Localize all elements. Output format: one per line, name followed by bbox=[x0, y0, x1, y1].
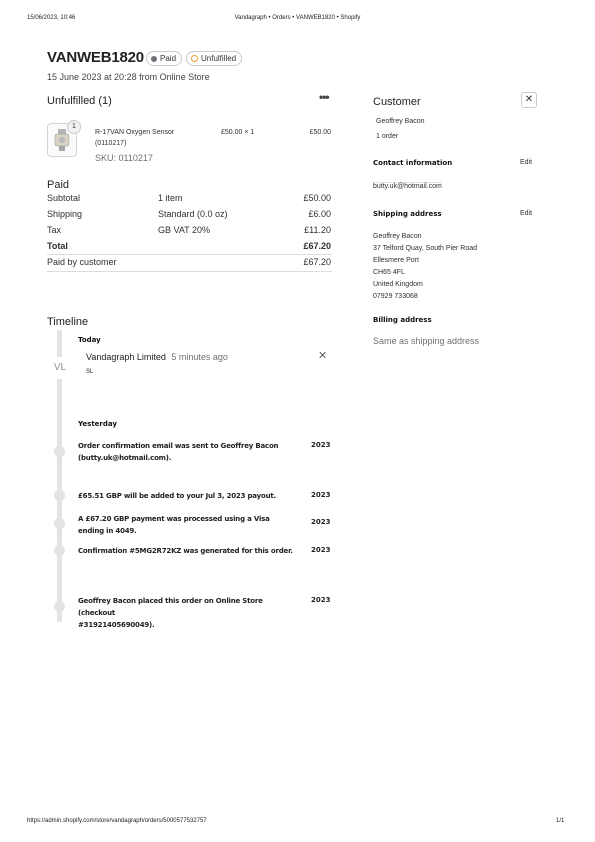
paid-by-amount: £67.20 bbox=[303, 257, 331, 267]
event-text-line1: Geoffrey Bacon placed this order on Online Store (checkout bbox=[78, 597, 263, 617]
close-icon[interactable]: ✕ bbox=[318, 350, 328, 362]
order-date: 15 June 2023 at 20:28 from Online Store bbox=[47, 72, 210, 82]
tax-detail: GB VAT 20% bbox=[158, 225, 211, 235]
event-text-line2: (butty.uk@hotmail.com). bbox=[78, 454, 172, 462]
status-dot-icon bbox=[151, 56, 157, 62]
tax-label: Tax bbox=[47, 225, 62, 235]
total-divider bbox=[47, 254, 332, 255]
unfulfilled-badge bbox=[186, 51, 242, 66]
note-author bbox=[86, 352, 228, 362]
subtotal-detail: 1 item bbox=[158, 193, 183, 203]
note-author-name: Vandagraph Limited bbox=[86, 352, 166, 362]
address-line: CH65 4FL bbox=[373, 269, 405, 276]
print-url: https://admin.shopify.com/store/vandagraph/orders/5000577532757 bbox=[27, 818, 207, 824]
shipping-address bbox=[373, 231, 477, 303]
note-time: 5 minutes ago bbox=[171, 352, 228, 362]
timeline-dot bbox=[54, 601, 65, 612]
contact-edit-link[interactable]: Edit bbox=[520, 159, 533, 166]
total-label: Total bbox=[47, 241, 68, 251]
timeline-event bbox=[78, 595, 300, 631]
address-line: Geoffrey Bacon bbox=[373, 233, 422, 240]
timeline-dot bbox=[54, 545, 65, 556]
product-code: (0110217) bbox=[95, 140, 127, 147]
address-line: United Kingdom bbox=[373, 281, 423, 288]
shipping-amount: £6.00 bbox=[308, 209, 331, 219]
note-body: SL bbox=[86, 369, 94, 375]
paid-badge-label: Paid bbox=[160, 54, 177, 63]
event-year: 2023 bbox=[311, 441, 331, 449]
customer-orders[interactable]: 1 order bbox=[376, 133, 399, 140]
paid-by-label: Paid by customer bbox=[47, 257, 117, 267]
address-line: 37 Telford Quay, South Pier Road bbox=[373, 245, 478, 252]
customer-title: Customer bbox=[373, 96, 421, 108]
shipping-edit-link[interactable]: Edit bbox=[520, 210, 533, 217]
customer-name[interactable]: Geoffrey Bacon bbox=[376, 118, 425, 125]
event-year: 2023 bbox=[311, 518, 331, 526]
unit-price bbox=[221, 129, 254, 136]
print-page-number: 1/1 bbox=[556, 818, 565, 824]
event-year: 2023 bbox=[311, 491, 331, 499]
order-number: VANWEB1820 bbox=[47, 49, 144, 66]
print-page-title: Vandagraph • Orders • VANWEB1820 • Shopify bbox=[234, 15, 361, 21]
unit-price-value: £50.00 bbox=[221, 129, 243, 136]
timeline-title: Timeline bbox=[47, 316, 89, 328]
unfulfilled-title: Unfulfilled (1) bbox=[47, 95, 112, 107]
contact-title: Contact information bbox=[373, 159, 453, 167]
avatar: VL bbox=[46, 357, 74, 379]
payment-title: Paid bbox=[47, 179, 70, 191]
quantity-badge: 1 bbox=[67, 120, 81, 134]
line-total: £50.00 bbox=[309, 129, 331, 136]
timeline-event[interactable] bbox=[78, 513, 300, 537]
shipping-detail: Standard (0.0 oz) bbox=[158, 209, 228, 219]
timeline-yesterday-label: Yesterday bbox=[78, 420, 117, 428]
event-text-line2: ending in 4049. bbox=[78, 527, 137, 535]
total-amount: £67.20 bbox=[303, 241, 331, 251]
timeline-event bbox=[78, 490, 300, 502]
timeline-dot bbox=[54, 518, 65, 529]
event-year: 2023 bbox=[311, 596, 331, 604]
timeline-dot bbox=[54, 446, 65, 457]
subtotal-amount: £50.00 bbox=[303, 193, 331, 203]
product-name[interactable]: R-17VAN Oxygen Sensor bbox=[95, 129, 175, 136]
paid-badge bbox=[146, 51, 182, 66]
event-text-line1: Confirmation #5MG2R72KZ was generated for this order. bbox=[78, 547, 293, 555]
payment-bottom-divider bbox=[47, 271, 332, 272]
address-line: 07929 733068 bbox=[373, 293, 418, 300]
print-datetime: 15/06/2023, 10:46 bbox=[27, 15, 76, 21]
unfulfilled-badge-label: Unfulfilled bbox=[201, 54, 237, 63]
tax-amount: £11.20 bbox=[304, 225, 331, 235]
subtotal-label: Subtotal bbox=[47, 193, 81, 203]
quantity-multiplier: × 1 bbox=[244, 129, 255, 136]
customer-email[interactable]: butty.uk@hotmail.com bbox=[373, 183, 442, 190]
close-icon[interactable]: ✕ bbox=[521, 92, 537, 108]
timeline-today-label: Today bbox=[78, 336, 101, 344]
event-year: 2023 bbox=[311, 546, 331, 554]
timeline-event bbox=[78, 440, 300, 464]
unfulfilled-dot-icon bbox=[191, 55, 198, 62]
billing-address-text: Same as shipping address bbox=[373, 336, 480, 346]
billing-address-title: Billing address bbox=[373, 316, 432, 324]
address-line: Ellesmere Port bbox=[373, 257, 419, 264]
event-text-line2: #31921405690049). bbox=[78, 621, 155, 629]
shipping-address-title: Shipping address bbox=[373, 210, 442, 218]
event-text-line1: A £67.20 GBP payment was processed using a Visa bbox=[78, 515, 270, 523]
timeline-event bbox=[78, 545, 300, 557]
product-sku: SKU: 0110217 bbox=[95, 153, 153, 163]
more-horizontal-icon[interactable]: ••• bbox=[319, 90, 329, 104]
event-text-line1: Order confirmation email was sent to Geoffrey Bacon bbox=[78, 442, 279, 450]
event-text-line1[interactable]: £65.51 GBP will be added to your Jul 3, 2023 payout. bbox=[78, 492, 276, 500]
shipping-label: Shipping bbox=[47, 209, 83, 219]
timeline-dot bbox=[54, 490, 65, 501]
